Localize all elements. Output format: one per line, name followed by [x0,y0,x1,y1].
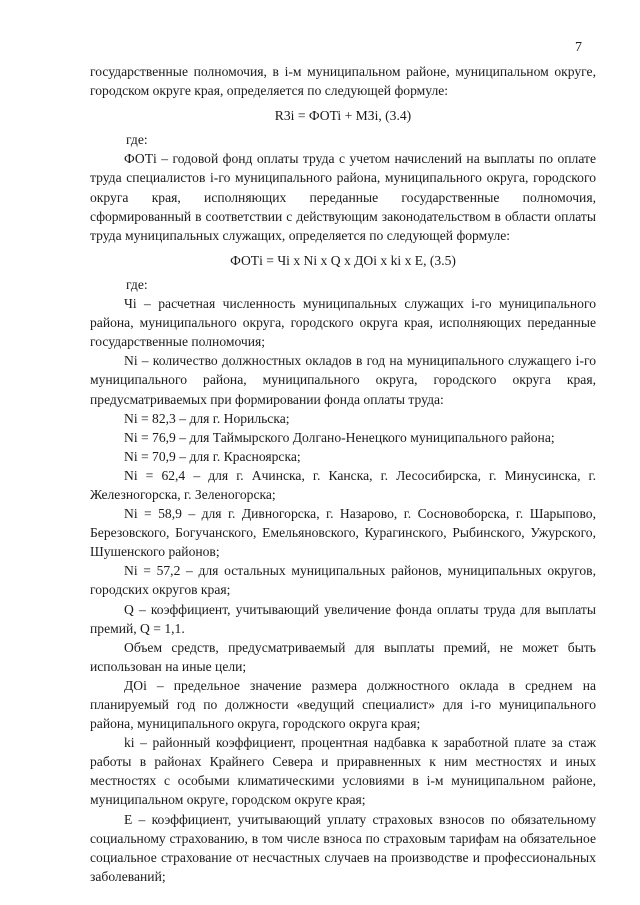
paragraph-foti-definition: ФОТi – годовой фонд оплаты труда с учетом начислений на выплаты по оплате труда специалистов i-го муниципального района, муниципального округа, городского округа края, исполняющих переданные государственные полномочия, сформированный в соответствии с действующим законодательством в области оплаты труда муниципальных служащих, определяется по следующей формуле: [90,151,596,243]
formula-3-4: R3i = ФОTi + МЗi, (3.4) [274,108,412,124]
paragraph-q-definition: Q – коэффициент, учитывающий увеличение фонда оплаты труда для выплаты премий, Q = 1,1. [90,601,596,636]
paragraph-ni-taimyr: Ni = 76,9 – для Таймырского Долгано-Ненецкого муниципального района; [124,429,555,445]
paragraph-ki-definition: ki – районный коэффициент, процентная надбавка к заработной плате за стаж работы в районах Крайнего Севера и приравненных к ним местностях и иных местностях с особыми климатическими условиями в i-м муниципальном районе, муниципальном округе, городском округе края; [90,735,596,808]
page-number: 7 [575,40,582,55]
paragraph-ni-divnogorsk: Ni = 58,9 – для г. Дивногорска, г. Назарово, г. Сосновоборска, г. Шарыпово, Березовского, Богучанского, Емельяновского, Курагинского, Рыбинского, Ужурского, Шушенского районов; [90,506,596,560]
paragraph-doi-definition: ДОi – предельное значение размера должностного оклада в среднем на планируемый год по должности «ведущий специалист» для i-го муниципального района, муниципального округа, городского округа края; [90,677,596,732]
paragraph-ni-norilsk: Ni = 82,3 – для г. Норильска; [124,410,290,426]
where-label-1: где: [126,132,148,148]
paragraph-ni-definition: Ni – количество должностных окладов в год на муниципального служащего i-го муниципального района, муниципального округа, городского округа края, предусматриваемых при формировании фонда оплаты труда: [90,353,596,407]
paragraph-intro: государственные полномочия, в i-м муниципальном районе, муниципальном округе, городском округе края, определяется по следующей формуле: [90,64,596,99]
paragraph-ni-achinsk: Ni = 62,4 – для г. Ачинска, г. Канска, г. Лесосибирска, г. Минусинска, г. Железногорска, г. Зеленогорска; [90,467,596,502]
formula-3-5: ФОТi = Чi x Ni x Q x ДОi x ki x E, (3.5) [230,252,456,268]
paragraph-chi-definition: Чi – расчетная численность муниципальных служащих i-го муниципального района, муниципального округа, городского округа края, исполняющих переданные государственные полномочия; [90,296,596,350]
document-body [90,62,596,886]
paragraph-ni-other: Ni = 57,2 – для остальных муниципальных районов, муниципальных округов, городских округов края; [90,563,596,598]
paragraph-bonus-funds: Объем средств, предусматриваемый для выплаты премий, не может быть использован на иные цели; [90,639,596,674]
paragraph-e-definition: E – коэффициент, учитывающий уплату страховых взносов по обязательному социальному страхованию, в том числе взноса по страховым тарифам на обязательное социальное страхование от несчастных случаев на производстве и профессиональных заболеваний; [90,811,596,884]
paragraph-ni-krasnoyarsk: Ni = 70,9 – для г. Красноярска; [124,448,301,464]
where-label-2: где: [126,276,148,292]
